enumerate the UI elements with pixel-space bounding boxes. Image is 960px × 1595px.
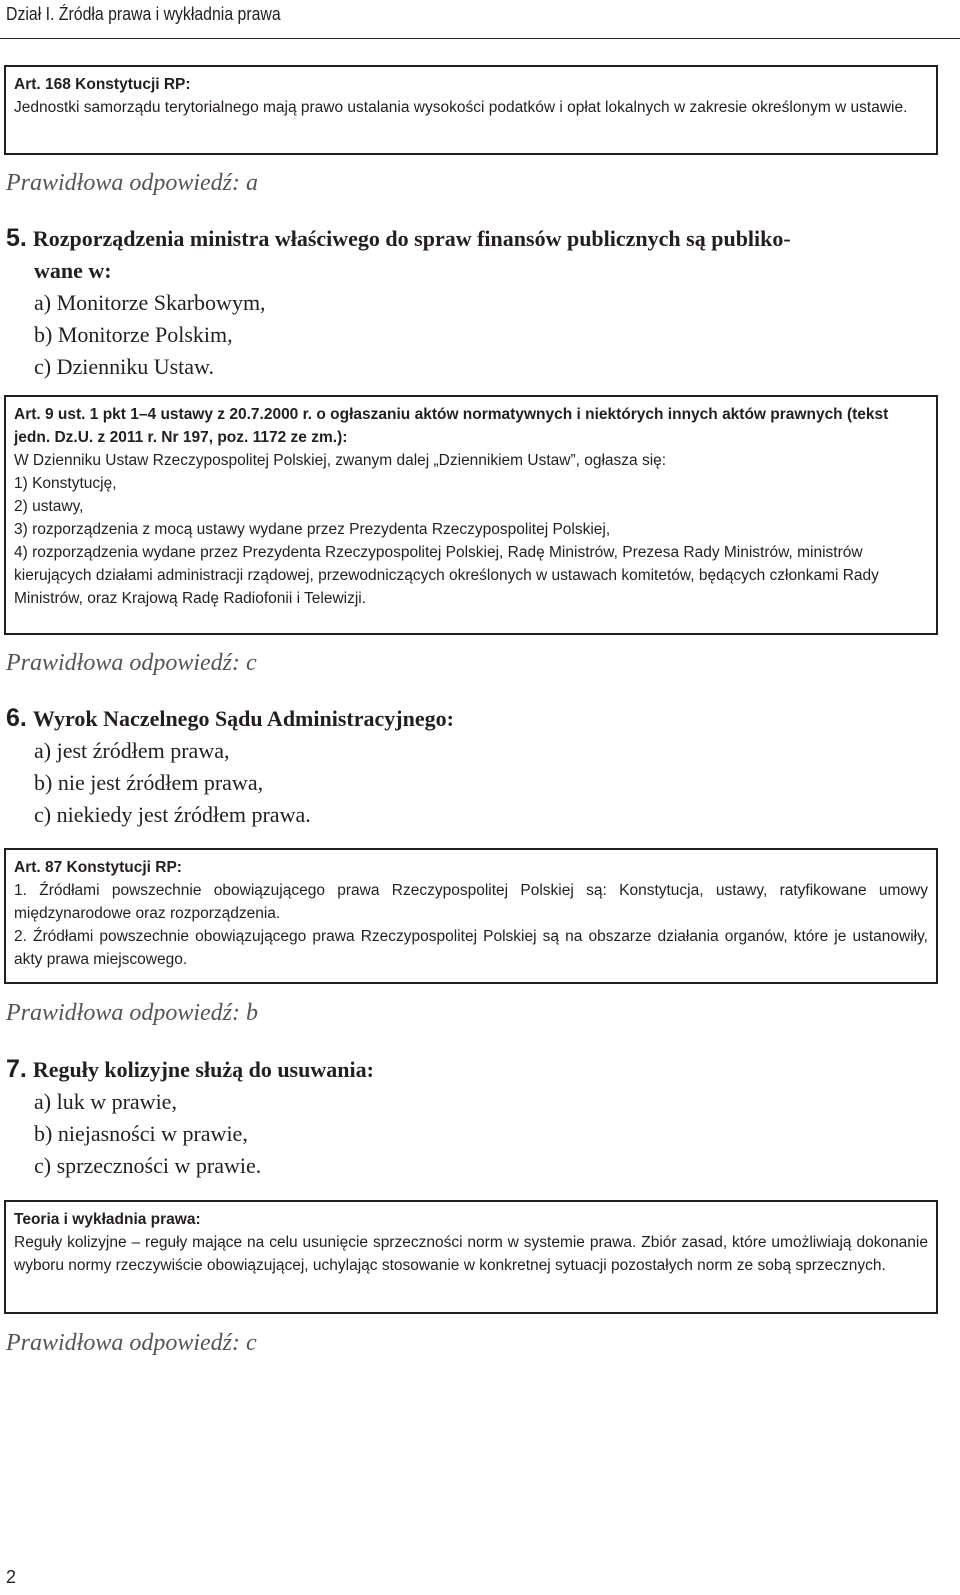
option-c: c) sprzeczności w prawie. [34,1153,262,1178]
theory-text: Reguły kolizyjne – reguły mające na celu usunięcie sprzeczności norm w systemie prawa. Zbiór zasad, które umożliwiają dokonanie wyboru normy rzeczywiście obowiązującej, uchylając stosowanie w konkretnej sytuacji pozostałych norm ze sobą sprzecznych. [14,1234,928,1274]
option-c: c) niekiedy jest źródłem prawa. [34,802,311,827]
theory-title: Teoria i wykładnia prawa: [14,1211,201,1228]
option-c: c) Dzienniku Ustaw. [34,354,215,379]
question-7-head [6,1053,940,1086]
answer-label: Prawidłowa odpowiedź: a [6,170,259,196]
question-number: 5. [6,224,27,252]
question-text: Reguły kolizyjne służą do usuwania: [32,1057,374,1082]
question-text: Rozporządzenia ministra właściwego do spraw finansów publicznych są publiko- [32,226,791,251]
citation-title: Art. 87 Konstytucji RP: [14,859,182,876]
answer-label: Prawidłowa odpowiedź: c [6,1330,257,1356]
question-6-head [6,702,940,735]
citation-item-4: 4) rozporządzenia wydane przez Prezydenta Rzeczypospolitej Polskiej, Radę Ministrów, Prezesa Rady Ministrów, ministrów kierujących działami administracji rządowej, przewodniczących określonych w ustawach komitetów, będących członkami Rady Ministrów, oraz Krajową Radę Radiofonii i Telewizji. [14,544,879,607]
answer-label: Prawidłowa odpowiedź: b [6,1000,259,1026]
citation-item-1: 1. Źródłami powszechnie obowiązującego prawa Rzeczypospolitej Polskiej są: Konstytucja, ustawy, ratyfikowane umowy międzynarodowe oraz rozporządzenia. [14,882,928,922]
option-b: b) nie jest źródłem prawa, [34,770,264,795]
theory-box [4,1200,938,1314]
page-number: 2 [6,1567,17,1587]
option-a: a) luk w prawie, [34,1089,177,1114]
option-a: a) Monitorze Skarbowym, [34,290,266,315]
header-rule [0,38,960,39]
running-header: Dział I. Źródła prawa i wykładnia prawa [6,4,281,24]
question-text-continued: wane w: [34,258,112,283]
question-7 [6,1053,940,1182]
citation-box-art-9 [4,395,938,635]
question-5 [6,222,940,383]
citation-box-art-87 [4,848,938,984]
question-6 [6,702,940,831]
citation-intro: W Dzienniku Ustaw Rzeczypospolitej Polskiej, zwanym dalej „Dziennikiem Ustaw”, ogłasza się: [14,452,667,469]
option-b: b) niejasności w prawie, [34,1121,248,1146]
citation-text: Jednostki samorządu terytorialnego mają prawo ustalania wysokości podatków i opłat lokalnych w zakresie określonym w ustawie. [14,99,908,116]
citation-title: Art. 9 ust. 1 pkt 1–4 ustawy z 20.7.2000 r. o ogłaszaniu aktów normatywnych i niektórych innych aktów prawnych (tekst jedn. Dz.U. z 2011 r. Nr 197, poz. 1172 ze zm.): [14,406,889,446]
question-text: Wyrok Naczelnego Sądu Administracyjnego: [32,706,454,731]
citation-item-3: 3) rozporządzenia z mocą ustawy wydane przez Prezydenta Rzeczypospolitej Polskiej, [14,521,611,538]
citation-box-art-168 [4,65,938,155]
option-a: a) jest źródłem prawa, [34,738,230,763]
question-number: 7. [6,1055,27,1083]
question-number: 6. [6,704,27,732]
answer-label: Prawidłowa odpowiedź: c [6,650,257,676]
question-5-head [6,222,940,255]
citation-item-2: 2. Źródłami powszechnie obowiązującego prawa Rzeczypospolitej Polskiej są na obszarze działania organów, które je ustanowiły, akty prawa miejscowego. [14,928,928,968]
citation-title: Art. 168 Konstytucji RP: [14,76,191,93]
option-b: b) Monitorze Polskim, [34,322,233,347]
citation-item-1: 1) Konstytucję, [14,475,117,492]
citation-item-2: 2) ustawy, [14,498,84,515]
